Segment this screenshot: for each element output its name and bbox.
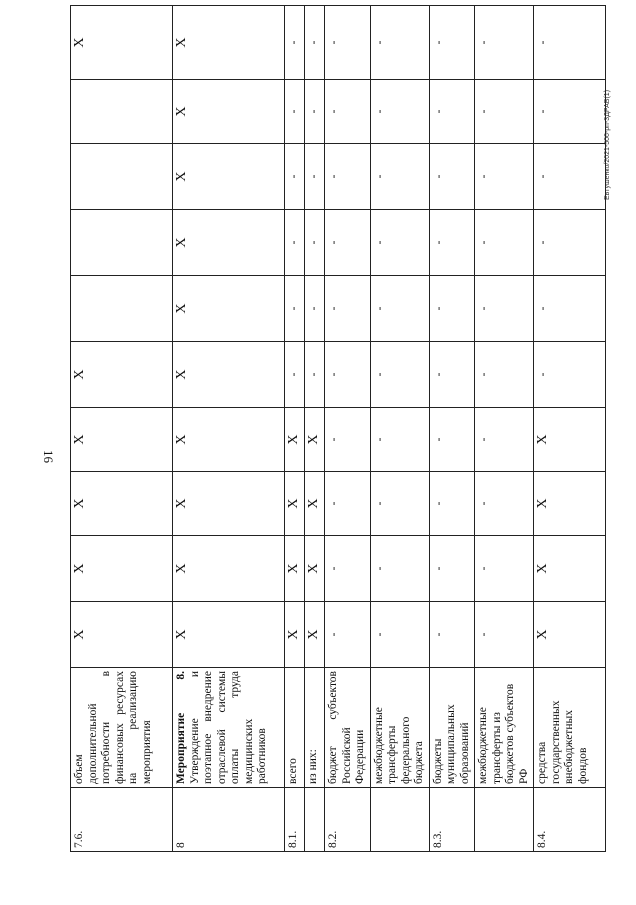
value-cell: - [325,6,371,80]
value-cell: - [429,6,475,80]
value-cell: - [370,472,429,536]
value-cell: X [173,536,285,602]
row-label: Утверждение и поэтапное внедрение отраслевой системы оплаты труда медицинских работников [188,671,268,784]
value-cell: - [370,6,429,80]
row-number: 8.3. [429,788,475,852]
row-label: из них: [305,668,325,788]
value-cell: - [475,408,534,472]
row-label: бюджеты муниципальных образований [429,668,475,788]
row-label: межбюджетные трансферты федерального бюджета [370,668,429,788]
value-cell: X [305,602,325,668]
table-row [325,6,371,852]
value-cell: - [325,472,371,536]
row-number [475,788,534,852]
row-number: 8.1. [285,788,305,852]
value-cell: X [71,6,173,80]
value-cell: - [534,6,606,80]
value-cell: - [534,342,606,408]
value-cell: - [285,210,305,276]
value-cell: X [534,472,606,536]
value-cell: - [429,80,475,144]
value-cell: - [475,144,534,210]
value-cell: - [475,536,534,602]
row-number: 8.4. [534,788,606,852]
value-cell: X [285,602,305,668]
value-cell: - [534,210,606,276]
row-label: всего [285,668,305,788]
value-cell: - [429,536,475,602]
value-cell [71,210,173,276]
value-cell: - [534,80,606,144]
value-cell: - [325,144,371,210]
row-number: 8 [173,788,285,852]
value-cell: - [370,342,429,408]
page-number: 16 [41,450,56,463]
value-cell: X [285,472,305,536]
value-cell: X [173,342,285,408]
value-cell: X [534,408,606,472]
value-cell: - [370,602,429,668]
value-cell: - [285,144,305,210]
row-number: 8.2. [325,788,371,852]
value-cell: X [173,210,285,276]
value-cell: - [325,80,371,144]
document-footer-id: Евтушенко/2021-506-рп-3ДРАВ(1) [604,89,611,200]
value-cell [71,144,173,210]
row-number [370,788,429,852]
value-cell [71,276,173,342]
value-cell: X [285,536,305,602]
value-cell: X [71,602,173,668]
value-cell: - [475,80,534,144]
value-cell: - [429,210,475,276]
value-cell: - [534,276,606,342]
value-cell: - [305,6,325,80]
value-cell: - [475,472,534,536]
value-cell: - [305,144,325,210]
value-cell: - [370,276,429,342]
value-cell: X [534,602,606,668]
value-cell: - [325,276,371,342]
value-cell: X [173,80,285,144]
value-cell: - [370,80,429,144]
table-row [173,6,285,852]
value-cell: X [305,472,325,536]
value-cell: - [429,472,475,536]
value-cell: - [429,144,475,210]
value-cell: - [285,6,305,80]
value-cell: - [325,210,371,276]
table-row [429,6,475,852]
value-cell: - [325,536,371,602]
value-cell: - [325,342,371,408]
table-row [71,6,173,852]
value-cell: X [305,536,325,602]
value-cell: - [285,342,305,408]
financing-table [70,5,606,852]
value-cell: X [173,276,285,342]
value-cell: - [475,210,534,276]
value-cell: - [370,210,429,276]
table-row [475,6,534,852]
value-cell: - [429,602,475,668]
value-cell: X [285,408,305,472]
value-cell: - [305,342,325,408]
value-cell: X [71,342,173,408]
value-cell: - [475,342,534,408]
value-cell: X [71,408,173,472]
row-label: объем дополнительной потребности в финансовых ресурсах на реализацию мероприятия [71,668,173,788]
value-cell: X [173,144,285,210]
row-number: 7.6. [71,788,173,852]
value-cell: - [429,408,475,472]
financing-table-sheet [70,37,592,852]
value-cell: - [325,408,371,472]
value-cell: - [475,276,534,342]
value-cell: - [534,144,606,210]
value-cell: - [305,80,325,144]
value-cell: - [305,276,325,342]
value-cell: - [429,342,475,408]
value-cell: X [305,408,325,472]
row-label: бюджет субъектов Российской Федерации [325,668,371,788]
value-cell: - [305,210,325,276]
row-label: межбюджетные трансферты из бюджетов субъектов РФ [475,668,534,788]
value-cell: - [429,276,475,342]
value-cell: - [285,276,305,342]
table-row [285,6,305,852]
value-cell: - [475,602,534,668]
row-label-bold: Мероприятие 8. [175,671,187,784]
table-body [71,6,606,852]
value-cell: - [370,536,429,602]
value-cell: - [475,6,534,80]
value-cell: X [173,472,285,536]
value-cell: - [325,602,371,668]
table-row [370,6,429,852]
value-cell: - [285,80,305,144]
value-cell: X [71,536,173,602]
value-cell: - [370,144,429,210]
row-number [305,788,325,852]
value-cell: X [173,602,285,668]
row-label-cell [173,668,285,788]
value-cell: X [71,472,173,536]
value-cell: X [173,408,285,472]
value-cell: X [534,536,606,602]
value-cell: X [173,6,285,80]
value-cell [71,80,173,144]
table-row [534,6,606,852]
row-label: средства государственных внебюджетных фондов [534,668,606,788]
value-cell: - [370,408,429,472]
table-row [305,6,325,852]
